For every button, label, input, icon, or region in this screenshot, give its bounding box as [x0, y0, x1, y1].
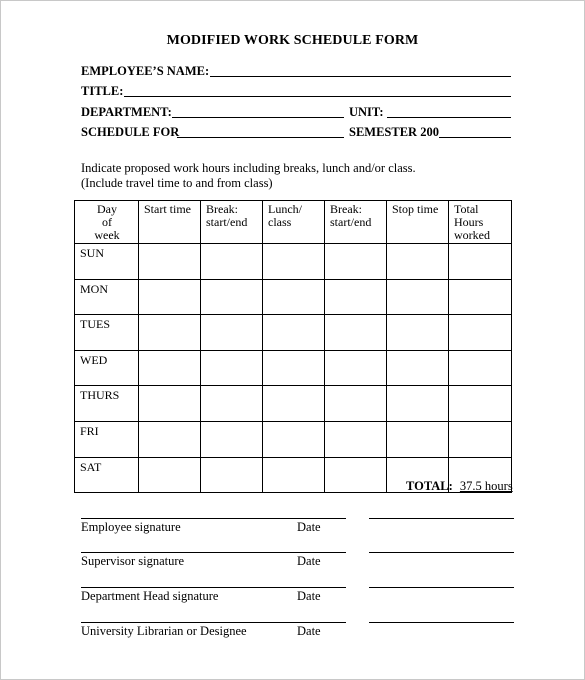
stop-time-cell[interactable] — [387, 244, 449, 280]
table-row-sun — [75, 244, 512, 280]
lunch-cell[interactable] — [263, 315, 325, 351]
day-cell: TUES — [75, 315, 139, 351]
semester-line[interactable] — [439, 137, 511, 138]
department-head-date-line[interactable] — [369, 587, 514, 588]
break-1-cell[interactable] — [201, 350, 263, 386]
start-time-cell[interactable] — [139, 421, 201, 457]
supervisor-signature-label: Supervisor signature — [81, 554, 185, 568]
lunch-cell[interactable] — [263, 279, 325, 315]
unit-label: UNIT: — [349, 105, 384, 119]
break-2-cell[interactable] — [325, 315, 387, 351]
break-1-cell[interactable] — [201, 386, 263, 422]
day-cell: MON — [75, 279, 139, 315]
total-row — [406, 479, 513, 494]
table-header-row — [75, 201, 512, 244]
table-row-tues — [75, 315, 512, 351]
title-line[interactable] — [124, 96, 511, 97]
break-2-cell[interactable] — [325, 350, 387, 386]
header-break-2: Break: start/end — [325, 201, 387, 244]
lunch-cell[interactable] — [263, 350, 325, 386]
day-cell: THURS — [75, 386, 139, 422]
day-cell: WED — [75, 350, 139, 386]
header-day-of-week: Day of week — [75, 201, 139, 244]
department-head-signature-label: Department Head signature — [81, 589, 219, 603]
header-total-hours: Total Hours worked — [449, 201, 512, 244]
break-1-cell[interactable] — [201, 421, 263, 457]
lunch-cell[interactable] — [263, 386, 325, 422]
day-cell: SAT — [75, 457, 139, 493]
employee-signature-label: Employee signature — [81, 520, 181, 534]
stop-time-cell[interactable] — [387, 315, 449, 351]
break-2-cell[interactable] — [325, 421, 387, 457]
break-2-cell[interactable] — [325, 244, 387, 280]
header-stop-time: Stop time — [387, 201, 449, 244]
total-value: 37.5 hours — [459, 479, 513, 493]
break-1-cell[interactable] — [201, 244, 263, 280]
header-break-1: Break: start/end — [201, 201, 263, 244]
total-hours-cell[interactable] — [449, 244, 512, 280]
start-time-cell[interactable] — [139, 457, 201, 493]
table-row-thurs — [75, 386, 512, 422]
stop-time-cell[interactable] — [387, 279, 449, 315]
header-lunch-class: Lunch/ class — [263, 201, 325, 244]
supervisor-signature-line[interactable] — [81, 552, 346, 553]
instructions — [81, 161, 416, 191]
employee-date-label: Date — [297, 520, 321, 534]
employee-name-label: EMPLOYEE’S NAME: — [81, 64, 210, 78]
supervisor-date-line[interactable] — [369, 552, 514, 553]
start-time-cell[interactable] — [139, 279, 201, 315]
librarian-date-line[interactable] — [369, 622, 514, 623]
semester-label: SEMESTER 200 — [349, 125, 439, 139]
instruction-line-2: (Include travel time to and from class) — [81, 176, 273, 190]
day-cell: FRI — [75, 421, 139, 457]
start-time-cell[interactable] — [139, 350, 201, 386]
start-time-cell[interactable] — [139, 386, 201, 422]
day-cell: SUN — [75, 244, 139, 280]
total-hours-cell[interactable] — [449, 350, 512, 386]
librarian-signature-line[interactable] — [81, 622, 346, 623]
supervisor-date-label: Date — [297, 554, 321, 568]
total-hours-cell[interactable] — [449, 386, 512, 422]
librarian-date-label: Date — [297, 624, 321, 638]
department-label: DEPARTMENT: — [81, 105, 172, 119]
schedule-for-line[interactable] — [177, 137, 344, 138]
instruction-line-1: Indicate proposed work hours including breaks, lunch and/or class. — [81, 161, 416, 175]
lunch-cell[interactable] — [263, 457, 325, 493]
break-2-cell[interactable] — [325, 457, 387, 493]
table-row-wed — [75, 350, 512, 386]
lunch-cell[interactable] — [263, 421, 325, 457]
lunch-cell[interactable] — [263, 244, 325, 280]
stop-time-cell[interactable] — [387, 350, 449, 386]
title-label: TITLE: — [81, 84, 124, 98]
employee-name-line[interactable] — [210, 76, 511, 77]
start-time-cell[interactable] — [139, 315, 201, 351]
break-1-cell[interactable] — [201, 279, 263, 315]
department-head-date-label: Date — [297, 589, 321, 603]
schedule-for-label: SCHEDULE FOR — [81, 125, 180, 139]
total-hours-cell[interactable] — [449, 315, 512, 351]
table-row-mon — [75, 279, 512, 315]
form-title: MODIFIED WORK SCHEDULE FORM — [166, 33, 419, 48]
start-time-cell[interactable] — [139, 244, 201, 280]
stop-time-cell[interactable] — [387, 386, 449, 422]
total-hours-cell[interactable] — [449, 421, 512, 457]
table-row-fri — [75, 421, 512, 457]
total-hours-cell[interactable] — [449, 279, 512, 315]
librarian-signature-label: University Librarian or Designee — [81, 624, 247, 638]
department-head-signature-line[interactable] — [81, 587, 346, 588]
department-line[interactable] — [172, 117, 344, 118]
break-1-cell[interactable] — [201, 457, 263, 493]
header-start-time: Start time — [139, 201, 201, 244]
break-1-cell[interactable] — [201, 315, 263, 351]
stop-time-cell[interactable] — [387, 421, 449, 457]
break-2-cell[interactable] — [325, 279, 387, 315]
break-2-cell[interactable] — [325, 386, 387, 422]
unit-line[interactable] — [387, 117, 511, 118]
employee-date-line[interactable] — [369, 518, 514, 519]
total-label: TOTAL: — [406, 479, 453, 493]
schedule-table — [74, 200, 512, 493]
employee-signature-line[interactable] — [81, 518, 346, 519]
